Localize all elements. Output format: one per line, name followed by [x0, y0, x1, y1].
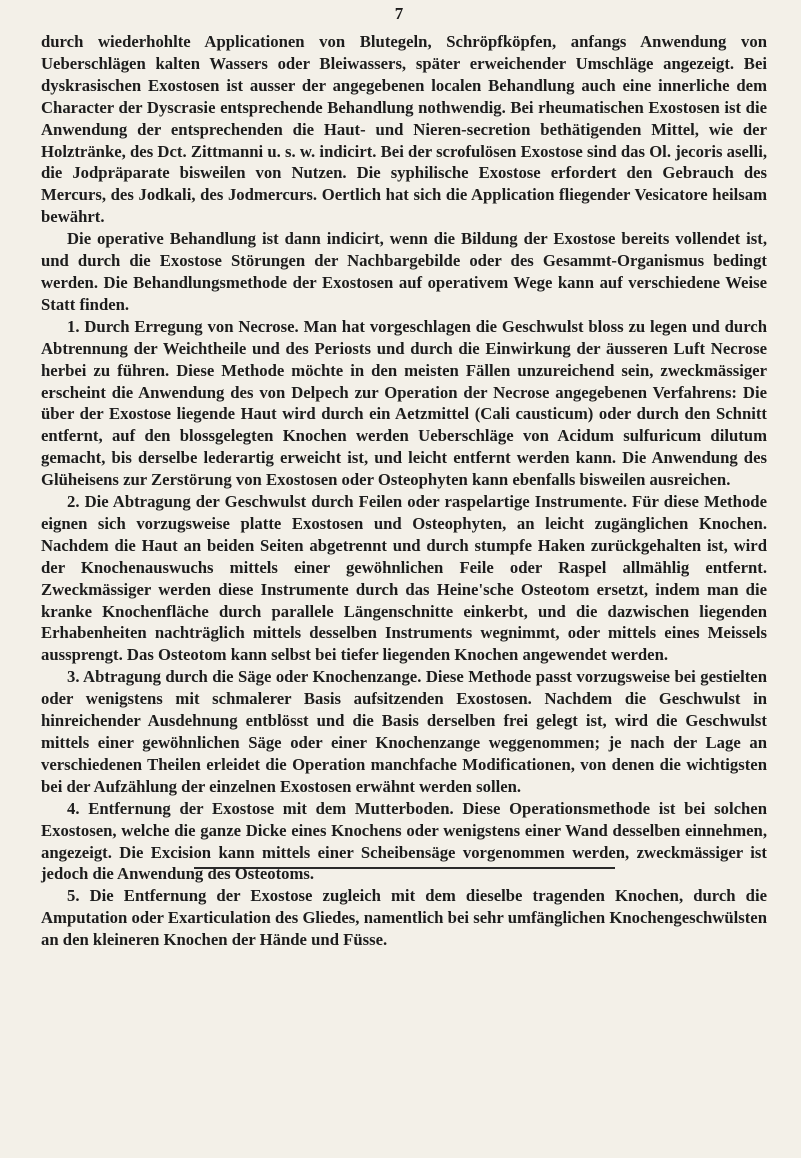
body-text [41, 31, 767, 951]
paragraph-method-filing: 2. Die Abtragung der Geschwulst durch Feilen oder raspelartige Instrumente. Für diese Methode eignen sich vorzugsweise platte Exostosen und Osteophyten, an leicht zugänglichen Knochen. Nachdem die Haut an beiden Seiten abgetrennt und durch stumpfe Haken zurückgehalten ist, wird der Knochenauswuchs mittels einer gewöhnlichen Feile oder Raspel allmählig entfernt. Zweckmässiger werden diese Instrumente durch das Heine'sche Osteotom ersetzt, indem man die kranke Knochenfläche durch parallele Längenschnitte einkerbt, und die dazwischen liegenden Erhabenheiten nachträglich mittels desselben Instruments wegnimmt, oder mittels eines Meissels aussprengt. Das Osteotom kann selbst bei tiefer liegenden Knochen angewendet werden. [41, 492, 767, 665]
paragraph-treatment-intro: durch wiederhohlte Applicationen von Blutegeln, Schröpfköpfen, anfangs Anwendung von Ueberschlägen kalten Wassers oder Bleiwassers, später erweichender Umschläge angezeigt. Bei dyskrasischen Exostosen ist ausser der angegebenen localen Behandlung auch eine innerliche dem Character der Dyscrasie entsprechende Behandlung nothwendig. Bei rheumatischen Exostosen ist die Anwendung der entsprechenden die Haut- und Nieren-secretion bethätigenden Mittel, wie der Holztränke, des Dct. Zittmanni u. s. w. indicirt. Bei der scrofulösen Exostose sind das Ol. jecoris aselli, die Jodpräparate bisweilen von Nutzen. Die syphilische Exostose erfordert den Gebrauch des Mercurs, des Jodkali, des Jodmercurs. Oertlich hat sich die Application fliegender Vesicatore heilsam bewährt. [41, 32, 767, 227]
paragraph-method-saw: 3. Abtragung durch die Säge oder Knochenzange. Diese Methode passt vorzugsweise bei gestielten oder wenigstens mit schmalerer Basis aufsitzenden Exostosen. Nachdem die Geschwulst in hinreichender Ausdehnung entblösst und die Basis derselben frei gelegt ist, wird die Geschwulst mittels einer gewöhnlichen Säge oder einer Knochenzange weggenommen; je nach der Lage an verschiedenen Theilen erleidet die Operation manchfache Modificationen, von denen die wichtigsten bei der Aufzählung der einzelnen Exostosen erwähnt werden sollen. [41, 667, 767, 796]
paragraph-method-excision: 4. Entfernung der Exostose mit dem Mutterboden. Diese Operationsmethode ist bei solchen Exostosen, welche die ganze Dicke eines Knochens oder wenigstens einer Wand desselben einnehmen, angezeigt. Die Excision kann mittels einer Scheibensäge vorgenommen werden, zweckmässiger ist jedoch die Anwendung des Osteotoms. [41, 798, 767, 884]
paragraph-method-necrosis: 1. Durch Erregung von Necrose. Man hat vorgeschlagen die Geschwulst bloss zu legen und durch Abtrennung der Weichtheile und des Periosts und durch die Einwirkung der äusseren Luft Necrose herbei zu führen. Diese Methode möchte in den meisten Fällen unzureichend sein, zweckmässiger erscheint die Anwendung des von Delpech zur Operation der Necrose angegebenen Verfahrens: Die über der Exostose liegende Haut wird durch ein Aetzmittel (Cali causticum) oder durch den Schnitt entfernt, auf den blossgelegten Knochen werden Ueberschläge von Acidum sulfuricum dilutum gemacht, bis derselbe lederartig erweicht ist, und leicht entfernt werden kann. Die Anwendung des Glüheisens zur Zerstörung von Exostosen oder Osteophyten kann ebenfalls bisweilen ausreichen. [41, 316, 767, 490]
paragraph-operative-treatment: Die operative Behandlung ist dann indicirt, wenn die Bildung der Exostose bereits vollendet ist, und durch die Exostose Störungen der Nachbargebilde oder des Gesammt-Organismus bedingt werden. Die Behandlungsmethode der Exostosen auf operativem Wege kann auf verschiedene Weise Statt finden. [41, 229, 767, 314]
paragraph-method-amputation: 5. Die Entfernung der Exostose zugleich mit dem dieselbe tragenden Knochen, durch die Amputation oder Exarticulation des Gliedes, namentlich bei sehr umfänglichen Knochengeschwülsten an den kleineren Knochen der Hände und Füsse. [41, 886, 767, 950]
page-number: 7 [394, 4, 404, 23]
section-divider-rule [194, 867, 615, 869]
